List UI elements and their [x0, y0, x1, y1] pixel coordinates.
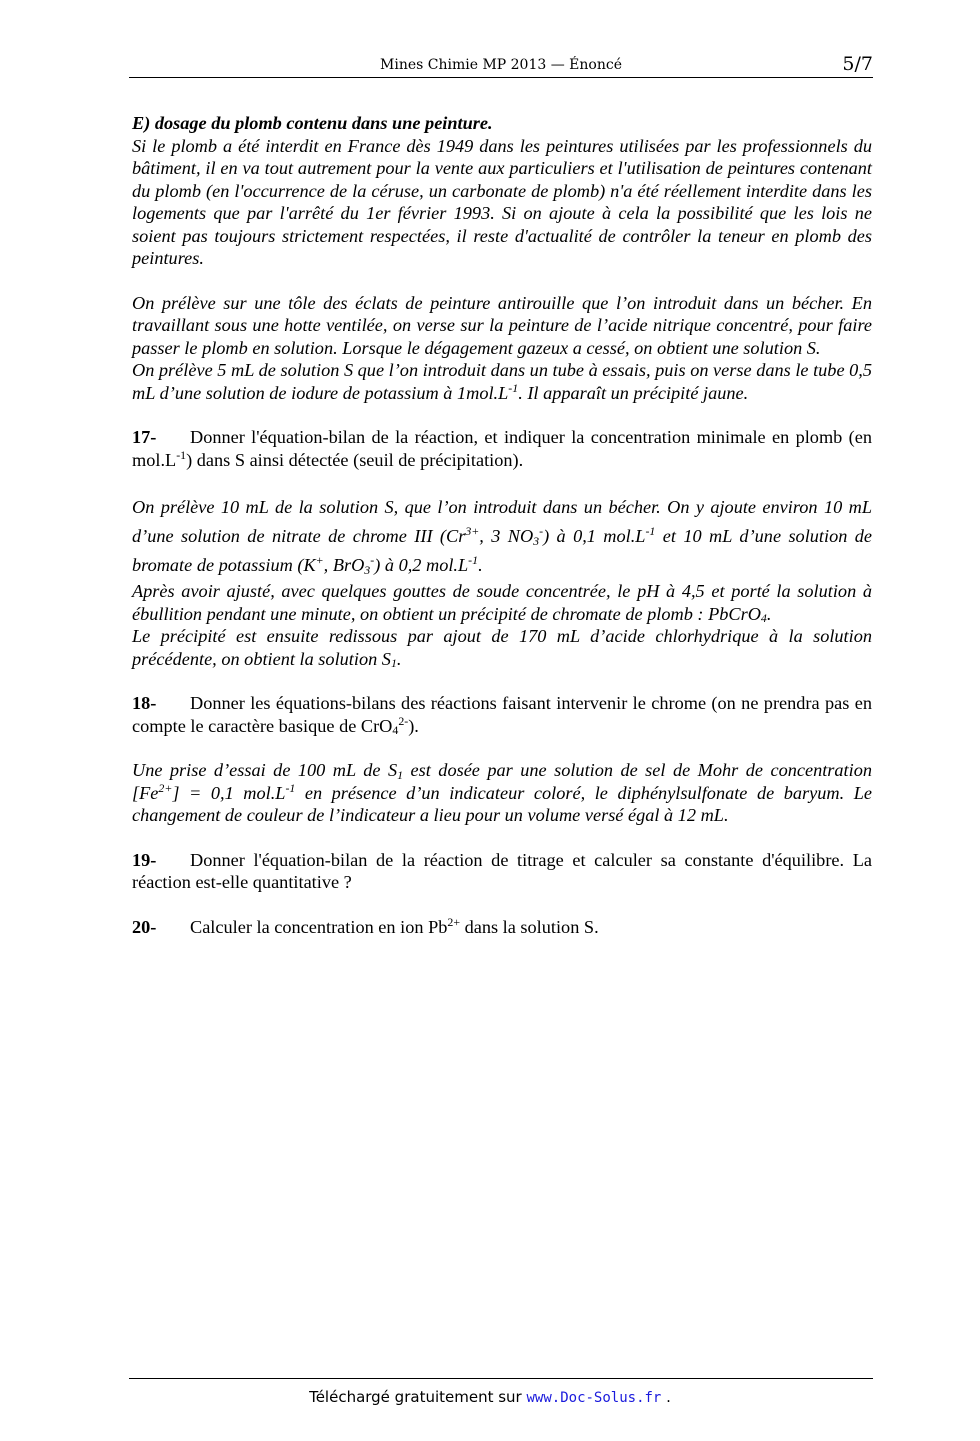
question-19: 19- Donner l'équation-bilan de la réaction de titrage et calculer sa constante d'équilibre. La réaction est-elle quantitative ?: [132, 849, 872, 892]
section-heading: E) dosage du plomb contenu dans une peinture.: [132, 113, 493, 133]
footer-period: .: [666, 1388, 671, 1406]
question-number: 17-: [132, 427, 157, 447]
section-intro: Si le plomb a été interdit en France dès 1949 dans les peintures utilisées par les professionnels du bâtiment, il en va tout autrement pour la vente aux particuliers et l'utilisation de peintures contenant du plomb (en l'occurrence de la céruse, un carbonate de plomb) n'a été réellement interdite dans les logements que par l'arrêté du 1er février 1993. Si on ajoute à cela la possibilité que les lois ne soient pas toujours strictement respectées, il reste d'actualité de contrôler la teneur en plomb des peintures.: [132, 135, 872, 268]
question-number: 20-: [132, 916, 157, 937]
question-18: 18- Donner les équations-bilans des réactions faisant intervenir le chrome (on ne prendra pas en compte le caractère basique de CrO$_4^{2-}$).: [132, 693, 872, 738]
paragraph-iodide-test: On prélève 5 mL de solution S que l’on introduit dans un tube à essais, puis on verse dans le tube 0,5 mL d’une solution de iodure de potassium à $1mol.L^{-1}$. Il apparaît un précipité jaune.: [132, 360, 872, 403]
question-20: 20- Calculer la concentration en ion $Pb^{2+}$ dans la solution S.: [132, 914, 599, 937]
question-17: 17- Donner l'équation-bilan de la réaction, et indiquer la concentration minimale en plomb (en $mol.L^{-1}$) dans S ainsi détectée (seuil de précipitation).: [132, 427, 872, 470]
header-title: Mines Chimie MP 2013 — Énoncé: [380, 57, 622, 73]
page-content: [132, 112, 872, 938]
paragraph-redissolution: Le précipité est ensuite redissous par ajout de 170 mL d’acide chlorhydrique à la solution précédente, on obtient la solution $S_1$.: [132, 626, 872, 671]
page-footer: [0, 1388, 980, 1406]
question-number: 19-: [132, 849, 157, 870]
footer-divider: [129, 1378, 873, 1379]
page-number: 5/7: [842, 53, 873, 75]
paragraph-chromium-addition: On prélève 10 mL de la solution S, que l’on introduit dans un bécher. On y ajoute environ 10 mL d’une solution de nitrate de chrome III ($Cr^{3+}$, 3 $NO_3^-$) à 0,1 $mol.L^{-1}$ et 10 mL d’une solution de bromate de potassium (K+, BrO$_3$-) à 0,2 $mol.L^{-1}$.: [132, 497, 873, 577]
footer-link[interactable]: www.Doc-Solus.fr: [526, 1390, 662, 1406]
paragraph-precipitation: Après avoir ajusté, avec quelques gouttes de soude concentrée, le pH à 4,5 et porté la solution à ébullition pendant une minute, on obtient un précipité de chromate de plomb : PbCrO$_4$.: [132, 581, 872, 626]
paragraph-titration: Une prise d’essai de 100 mL de $S_1$ est dosée par une solution de sel de Mohr de concentration $[Fe^{2+}] = 0,1$ $mol.L^{-1}$ en présence d’un indicateur coloré, le diphénylsulfonate de baryum. Le changement de couleur de l’indicateur a lieu pour un volume versé égal à 12 mL.: [132, 760, 872, 825]
footer-text: Téléchargé gratuitement sur: [309, 1388, 522, 1406]
page-header: [129, 52, 873, 78]
question-number: 18-: [132, 693, 157, 713]
paragraph-sample-preparation: On prélève sur une tôle des éclats de peinture antirouille que l’on introduit dans un bécher. En travaillant sous une hotte ventilée, on verse sur la peinture de l’acide nitrique concentré, pour faire passer le plomb en solution. Lorsque le dégagement gazeux a cessé, on obtient une solution S.: [132, 292, 872, 358]
